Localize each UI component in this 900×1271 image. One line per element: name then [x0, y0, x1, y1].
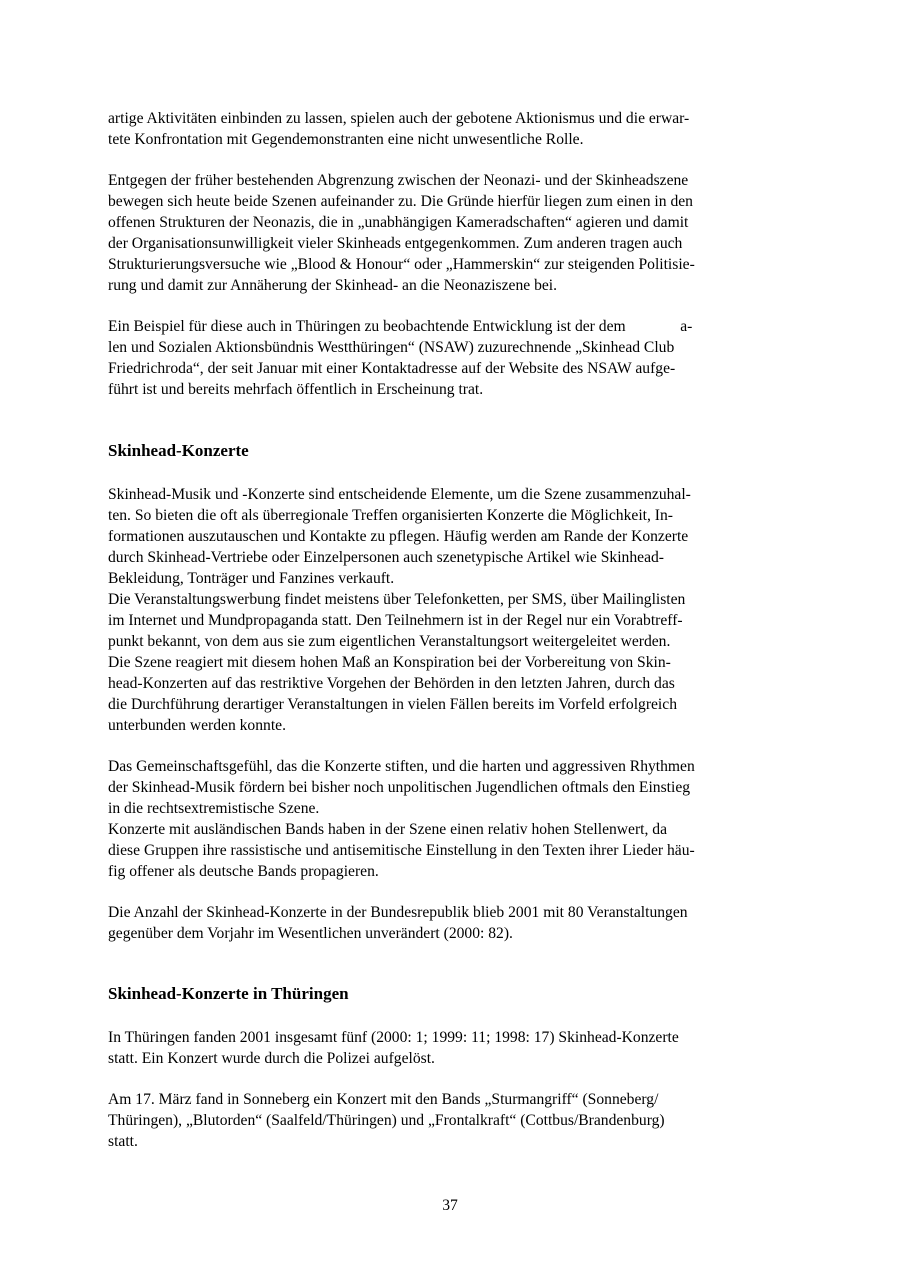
page-number: 37 — [442, 1197, 458, 1214]
text-line: Friedrichroda“, der seit Januar mit einer Kontaktadresse auf der Website des NSAW aufge- — [108, 360, 676, 377]
text-line: Die Szene reagiert mit diesem hohen Maß an Konspiration bei der Vorbereitung von Skin- — [108, 654, 671, 671]
text-line: Das Gemeinschaftsgefühl, das die Konzerte stiften, und die harten und aggressiven Rhythmen — [108, 758, 695, 775]
text-line: Am 17. März fand in Sonneberg ein Konzert mit den Bands „Sturmangriff“ (Sonneberg/ — [108, 1091, 659, 1108]
text-line: Bekleidung, Tonträger und Fanzines verkauft. — [108, 570, 395, 587]
text-line: Die Anzahl der Skinhead-Konzerte in der Bundesrepublik blieb 2001 mit 80 Veranstaltungen — [108, 904, 688, 921]
text-line: Skinhead-Musik und -Konzerte sind entscheidende Elemente, um die Szene zusammenzuhal- — [108, 486, 691, 503]
text-line: in die rechtsextremistische Szene. — [108, 800, 320, 817]
text-line: Thüringen), „Blutorden“ (Saalfeld/Thüringen) und „Frontalkraft“ (Cottbus/Brandenburg) — [108, 1112, 665, 1129]
text-line: offenen Strukturen der Neonazis, die in „unabhängigen Kameradschaften“ agieren und damit — [108, 214, 689, 231]
text-line: die Durchführung derartiger Veranstaltungen in vielen Fällen bereits im Vorfeld erfolgreich — [108, 696, 677, 713]
text-line: gegenüber dem Vorjahr im Wesentlichen unverändert (2000: 82). — [108, 925, 513, 942]
text-line: durch Skinhead-Vertriebe oder Einzelpersonen auch szenetypische Artikel wie Skinhead- — [108, 549, 664, 566]
text-line: statt. Ein Konzert wurde durch die Polizei aufgelöst. — [108, 1050, 435, 1067]
text-line: In Thüringen fanden 2001 insgesamt fünf (2000: 1; 1999: 11; 1998: 17) Skinhead-Konzerte — [108, 1029, 679, 1046]
text-line: Ein Beispiel für diese auch in Thüringen zu beobachtende Entwicklung ist der dem a- — [108, 318, 693, 335]
text-line: der Skinhead-Musik fördern bei bisher noch unpolitischen Jugendlichen oftmals den Einstieg — [108, 779, 691, 796]
text-line: bewegen sich heute beide Szenen aufeinander zu. Die Gründe hierfür liegen zum einen in den — [108, 193, 693, 210]
text-line: Strukturierungsversuche wie „Blood & Honour“ oder „Hammerskin“ zur steigenden Politisie- — [108, 256, 695, 273]
text-line: unterbunden werden konnte. — [108, 717, 286, 734]
text-line: tete Konfrontation mit Gegendemonstranten eine nicht unwesentliche Rolle. — [108, 131, 584, 148]
text-line: ten. So bieten die oft als überregionale Treffen organisierten Konzerte die Möglichkeit, In- — [108, 507, 673, 524]
section-heading: Skinhead-Konzerte in Thüringen — [108, 984, 349, 1003]
text-line: der Organisationsunwilligkeit vieler Skinheads entgegenkommen. Zum anderen tragen auch — [108, 235, 683, 252]
text-line: punkt bekannt, von dem aus sie zum eigentlichen Veranstaltungsort weitergeleitet werden. — [108, 633, 671, 650]
text-line: führt ist und bereits mehrfach öffentlich in Erscheinung trat. — [108, 381, 484, 398]
text-line: len und Sozialen Aktionsbündnis Westthüringen“ (NSAW) zuzurechnende „Skinhead Club — [108, 339, 675, 356]
text-line: artige Aktivitäten einbinden zu lassen, spielen auch der gebotene Aktionismus und die erwar- — [108, 110, 690, 127]
text-line: rung und damit zur Annäherung der Skinhead- an die Neonaziszene bei. — [108, 277, 558, 294]
text-line: fig offener als deutsche Bands propagieren. — [108, 863, 379, 880]
text-line: formationen auszutauschen und Kontakte zu pflegen. Häufig werden am Rande der Konzerte — [108, 528, 689, 545]
text-line: Die Veranstaltungswerbung findet meistens über Telefonketten, per SMS, über Mailinglisten — [108, 591, 686, 608]
text-line: head-Konzerten auf das restriktive Vorgehen der Behörden in den letzten Jahren, durch das — [108, 675, 675, 692]
section-heading: Skinhead-Konzerte — [108, 441, 249, 460]
text-line: diese Gruppen ihre rassistische und antisemitische Einstellung in den Texten ihrer Lieder häu- — [108, 842, 695, 859]
text-line: im Internet und Mundpropaganda statt. Den Teilnehmern ist in der Regel nur ein Vorabtreff- — [108, 612, 683, 629]
text-line: Konzerte mit ausländischen Bands haben in der Szene einen relativ hohen Stellenwert, da — [108, 821, 668, 838]
text-line: statt. — [108, 1133, 138, 1150]
text-line: Entgegen der früher bestehenden Abgrenzung zwischen der Neonazi- und der Skinheadszene — [108, 172, 689, 189]
